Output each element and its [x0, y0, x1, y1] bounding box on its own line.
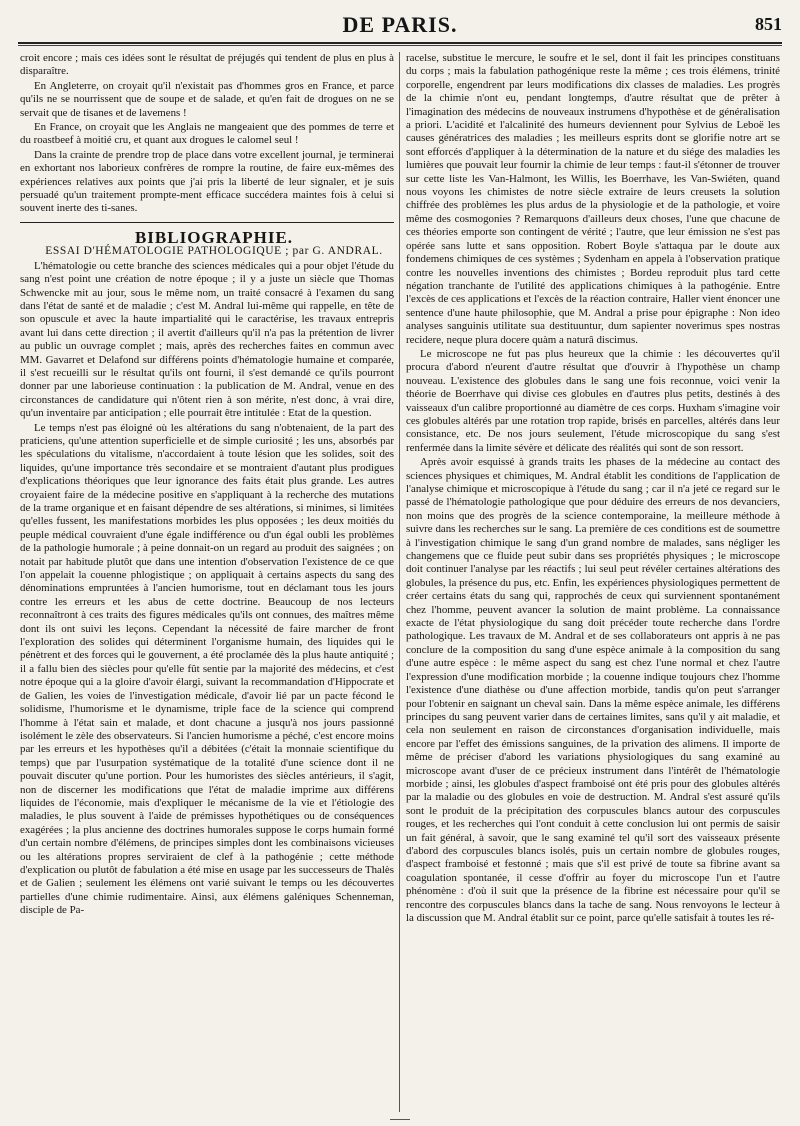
header-rule: [18, 45, 782, 46]
body-paragraph: Après avoir esquissé à grands traits les phases de la médecine au contact des sciences physiques et chimiques, M. Andral établit les conditions de l'application de l'analyse chimique et microscopique à l'étude du sang ; car il n'a jeté ce regard sur le passé de l'hématologie pathologique que pour déduire des erreurs de nos devanciers, non moins que des progrès de la science contemporaine, la meilleure méthode à suivre dans les recherches sur le sang. La première de ces conditions est de soumettre à l'investigation chimique le sang d'un grand nombre de malades, sans négliger les changemens que ce fluide peut subir dans ses propriétés physiques ; le microscope doit continuer l'analyse par les réactifs ; lui seul peut révéler certaines altérations des globules, la présence du pus, etc. Enfin, les expériences physiologiques permettent de créer certains états du sang qui, rapprochés de ceux qui surviennent spontanément chez l'homme, peuvent avancer la solution de maint problème. La connaissance exacte de l'état physiologique du sang doit précéder toute recherche dans l'ordre pathologique. Les travaux de M. Andral et de ses collaborateurs ont appris à ne pas conclure de la composition du sang d'une espèce animale à la composition du sang d'une autre espèce : le même aspect du sang est chez l'une normal et chez l'autre l'expression d'une modification morbide ; la couenne indique toujours chez l'homme l'existence d'une diathèse ou d'une affection morbide, tandis qu'on peut s'arranger pour l'obtenir en saignant un cheval sain. Dans la même espèce animale, les différens principes du sang peuvent varier dans de certaines limites, sans qu'il y ait maladie, et cela non seulement en raison de circonstances d'organisation individuelle, mais encore par l'effet des émissions sanguines, de la privation des alimens. Il importe de même de préciser d'abord les variations physiologiques du sang examiné au microscope avant d'user de ce précieux instrument dans l'intérêt de l'hématologie morbide ; ainsi, les globules d'aspect framboisé ont été pris pour des globules altérés par la maladie ou des globules en voie de destruction. M. Andral s'est assuré qu'ils sont le produit de la précipitation des corpuscules blancs autour des corpuscules rouges, et les recherches qui l'ont conduit à cette conclusion lui ont permis de saisir un fait général, à savoir, que le sang examiné tel qu'il sort des vaisseaux présente d'abord des corpuscules blancs isolés, puis un certain nombre de globules rouges, d'aspect framboisé et festonné ; mais que s'il est privé de toute sa fibrine avant sa coagulation spontanée, il cesse d'offrir au foyer du microscope l'un et l'autre phénomène : d'où il suit que la présence de la fibrine est nécessaire pour qu'il se rencontre des corpuscules blancs dans la tache de sang. Nous renvoyons le lecteur à la discussion que M. Andral établit sur ce point, parce qu'elle satisfait à toutes les ré-: [406, 456, 780, 924]
page-header: [18, 12, 782, 44]
article-title: [20, 245, 394, 258]
masthead-title: DE PARIS.: [342, 12, 458, 37]
footer-rule: [390, 1119, 410, 1120]
intro-paragraph: croit encore ; mais ces idées sont le résultat de préjugés qui tendent de plus en plus à disparaître.: [20, 52, 394, 78]
body-paragraph: racelse, substitue le mercure, le soufre et le sel, dont il fait les principes constituans du corps ; mais la fabulation pathogénique reste la même ; ces trois élémens, trinité corporelle, engendrent par leurs modifications dix classes de maladies. Les progrès de la chimie n'ont eu, pendant longtemps, d'autre résultat que de prêter à l'imagination des médecins de nouveaux instrumens d'hypothèse et de généralisation a priori. L'acidité et l'alcalinité des humeurs deviennent pour Sylvius de Leboë les causes génératrices des maladies ; les meilleurs esprits dont se glorifie notre art se sont efforcés d'appliquer à la détermination de la nature et du siége des maladies les lumières que pouvait leur fournir la chimie de leur temps : faut-il s'étonner de trouver sur cette liste les Van-Halmont, les Willis, les Boerrhave, les Van-Swiéten, quand nous voyons les chimistes de notre siècle extraire de leurs creusets la solution chiffrée des problèmes les plus ardus de la physiologie et de la pathologie, et voire même des cosmogonies ? Remarquons d'ailleurs deux choses, l'une que chacune de ces théories emporte son contingent de vérité ; l'autre, que leur émission ne s'est pas opérée sans lutte et sans opposition. Robert Boyle s'attaqua par le doute aux fondemens chimiques de ces systèmes ; Sydenham en appela à l'observation pratique contre les nouvelles inventions des chimistes ; Bordeu reproduit plus tard cette négation tranchante de l'utilité des applications chimiques à la pathogénie. Entre l'excès de ces applications et l'excès de la réaction contraire, Haller vient énoncer une sentence d'une haute philosophie, que M. Andral a prise pour épigraphe : Non ideo analyses sanguinis utilitate sua destituuntur, dum sapienter noverimus spes nostras recidere, neque plura docere quàm a naturâ discimus.: [406, 52, 780, 346]
intro-paragraph: En Angleterre, on croyait qu'il n'existait pas d'hommes gros en France, et parce qu'ils ne se nourrissent que de soupe et de salade, et qu'en fait de drogues on ne se servait que de tisanes et de lavemens !: [20, 79, 394, 119]
intro-paragraph: En France, on croyait que les Anglais ne mangeaient que des pommes de terre et du roastbeef à moitié cru, et quant aux drogues le calomel seul !: [20, 121, 394, 147]
intro-paragraph: Dans la crainte de prendre trop de place dans votre excellent journal, je terminerai en exhortant nos laborieux confrères de rompre la routine, de faire eux-mêmes des expériences relatives aux points que j'ai pris la liberté de leur signaler, et je suis persuadé qu'un traitement prompte-ment efficace succédera maintes fois à celui si souvent inerte des ti-sanes.: [20, 148, 394, 215]
article-title-text: ESSAI D'HÉMATOLOGIE PATHOLOGIQUE ; par: [45, 245, 310, 258]
body-paragraph: Le temps n'est pas éloigné où les altérations du sang n'obtenaient, de la part des praticiens, qu'une attention superficielle et de simple curiosité ; les uns, absorbés par les spéculations du vitalisme, n'accordaient à toute lésion que les solides, soit des liquides, qu'une importance très secondaire et se montraient d'autant plus prodigues d'explications théoriques que leur ignorance des faits était plus grande. Les autres croyaient faire de la médecine positive en s'appliquant à la recherche des mutations de la trame organique et en faisant dépendre de ses altérations, si minimes, si limitées qu'elles fussent, les manifestations morbides les plus opposées ; les deux moitiés du peuple médical couvraient d'une égale indifférence ou d'un égal oubli les problèmes de la pathologie humorale ; à peine donnait-on un regard au produit des saignées ; on notait par habitude plutôt que dans une intention d'observation l'existence de ce que l'on appelait la couenne phlogistique ; on appliquait à certains aspects du sang des dénominations empruntées à l'ancien humorisme, tout en déclamant tous les jours contre les erreurs et les abus de cette doctrine. Beaucoup de nos lecteurs reconnaîtront à ces traits des figures médicales qu'ils ont connues, des maîtres même dont ils ont suivi les leçons. Cependant la nécessité de faire marcher de front l'exploration des solides qui déterminent l'organisme humain, des liquides qui le pénètrent et des forces qui le gouvernent, a été proclamée dès la plus haute antiquité ; il a fallu bien des siècles pour qu'elle fût sentie par la majorité des médecins, et c'est notre époque qui a la gloire d'avoir élargi, suivant la recommandation d'Hippocrate et de Galien, les voies de l'investigation médicale, d'avoir lié par un pacte fécond le solidisme, l'humorisme et le dynamisme, triple face de la science qui comprend l'homme à l'état sain et malade, et dont chacune a jusqu'à nos jours passionné isolément le zèle des observateurs. Si l'ancien humorisme a péché, c'est encore moins par les erreurs et les hypothèses qu'il a débitées (c'était la monnaie scientifique du temps) que par l'usurpation systématique de la totalité d'une science dont il ne pouvait discuter qu'une portion. Pour les humoristes des siècles antérieurs, il s'agit, non de discerner les modifications que l'état de maladie imprime aux différens liquides de l'économie, mais d'expliquer le mécanisme de la vie et l'étiologie des maladies, le plus souvent à l'aide de prémisses hypothétiques ou de conséquences exagérées ; la plus ancienne des doctrines humorales suppose le corps humain formé d'un certain nombre d'élémens, de principes simples dont les combinaisons vicieuses ou les altérations propres serviraient de clef à la pathogénie ; cette méthode d'explication ou plutôt de fabulation a été mise en usage par les successeurs de Thalès et de Galien ; seulement les élémens ont varié suivant le temps ou les découvertes partielles d'une chimie rudimentaire. Ainsi, aux élémens galéniques Schenneman, disciple de Pa-: [20, 421, 394, 917]
body-paragraph: L'hématologie ou cette branche des sciences médicales qui a pour objet l'étude du sang n'est point une création de notre époque ; il y a juste un siècle que Thomas Schwencke mit au jour, sous le même nom, un traité consacré à l'examen du sang dans l'état de santé et de maladie ; c'est M. Andral lui-même qui rappelle, en tête de son opuscule et avec la haute impartialité qui le caractérise, les travaux entrepris avant lui dans cette direction ; il avertit d'ailleurs qu'il n'a pas la prétention de livrer au public un ouvrage complet ; mais, après des recherches faites en commun avec MM. Gavarret et Delafond sur différens points d'hématologie humaine et comparée, il s'est recueilli sur le résultat qu'ils ont fourni, il s'est demandé ce qu'ils pourront donner par une laborieuse continuation : la publication de M. Andral, venue en des circonstances de candidature qui n'ôtent rien à son mérite, n'est donc, à vrai dire, qu'un inventaire par anticipation ; elle pourrait être intitulée : Etat de la question.: [20, 259, 394, 420]
column-divider: [399, 52, 400, 1112]
section-title: BIBLIOGRAPHIE.: [134, 227, 294, 247]
page-number: 851: [755, 14, 782, 34]
right-column: [406, 52, 780, 1112]
body-paragraph: Le microscope ne fut pas plus heureux que la chimie : les découvertes qu'il procura d'abord n'eurent d'autre résultat que d'ouvrir à l'hypothèse un champ nouveau. L'existence des globules dans le sang une fois reconnue, voici venir la théorie de Boerrhave qui divise ces globules en d'autres plus petits, destinés à des vaisseaux d'un calibre proportionné au diamètre de ces corps. Huxham s'imagine voir ces globules altérés par une rotation trop rapide, brisés en parcelles, altérés dans leur consistance, etc. De nos jours seulement, l'étude microscopique du sang s'est renfermée dans la limite sévère et délicate des réalités qui sont de son ressort.: [406, 347, 780, 454]
left-column: [20, 52, 394, 1112]
section-separator: [20, 222, 394, 223]
article-author: G. ANDRAL.: [312, 245, 383, 258]
